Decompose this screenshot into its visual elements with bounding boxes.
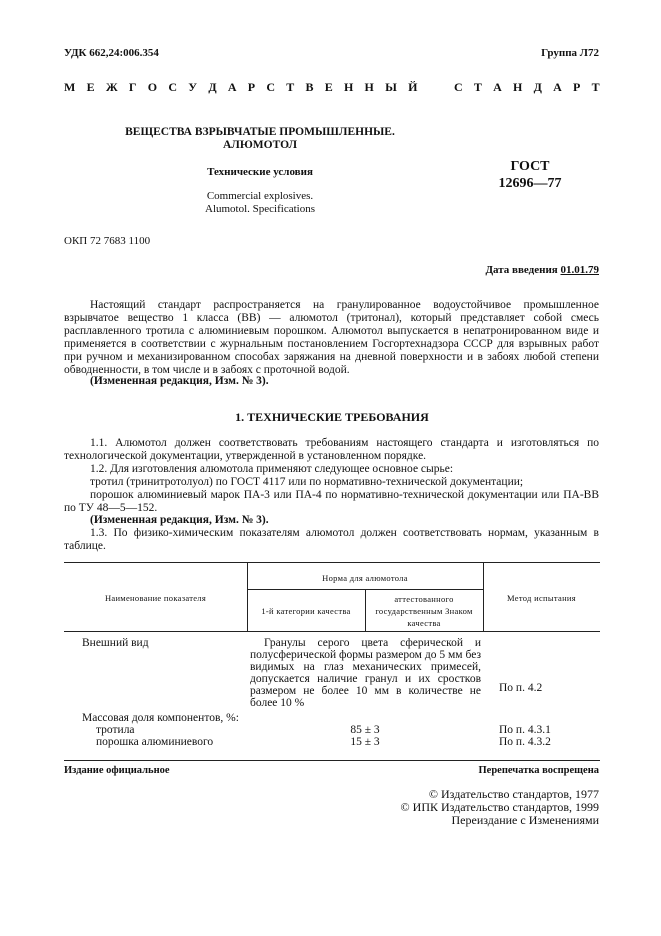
official-edition: Издание официальное — [64, 765, 170, 776]
document-title — [90, 126, 430, 152]
intro-date-label: Дата введения — [485, 264, 558, 276]
udk-code: УДК 662,24:006.354 — [64, 47, 159, 59]
raw-material-2: порошок алюминиевый марок ПА-3 или ПА-4 по нормативно-технической документации или ПА-ВВ по ТУ 48—5—152. — [64, 489, 599, 514]
header-method: Метод испытания — [507, 593, 576, 603]
banner-letter: Т — [473, 80, 482, 94]
raw-material-1: тротил (тринитротолуол) по ГОСТ 4117 или по нормативно-технической документации; — [90, 476, 524, 488]
row-aluminium-value: 15 ± 3 — [350, 736, 380, 748]
title-line-2: АЛЮМОТОЛ — [222, 139, 298, 151]
banner-letter: Т — [591, 80, 600, 94]
table-top-border — [64, 562, 600, 563]
banner-letter: В — [305, 80, 314, 94]
gost-designation — [470, 158, 590, 192]
revision-note: (Измененная редакция, Изм. № 3). — [90, 375, 269, 387]
clause-1-1: 1.1. Алюмотол должен соответствовать требованиям настоящего стандарта и изготовляться по технологической документации, утвержденной в установленном порядке. — [64, 437, 599, 462]
group-code: Группа Л72 — [541, 47, 599, 59]
banner-letter — [429, 80, 443, 94]
copyright-1999: © ИПК Издательство стандартов, 1999 — [400, 800, 599, 814]
row-appearance-method: По п. 4.2 — [499, 682, 543, 694]
banner-letter: Е — [324, 80, 333, 94]
revision-note-2: (Измененная редакция, Изм. № 3). — [90, 514, 269, 526]
row-tnt-method: По п. 4.3.1 — [499, 724, 551, 736]
standard-banner — [64, 80, 600, 94]
banner-letter: У — [188, 80, 198, 94]
reissue-note: Переиздание с Изменениями — [451, 813, 599, 827]
banner-letter: Н — [513, 80, 523, 94]
header-certified-line-1: аттестованного — [394, 594, 454, 604]
header-certified-line-2: государственным Знаком — [375, 606, 473, 616]
banner-letter: Р — [247, 80, 256, 94]
intro-date-value: 01.01.79 — [560, 264, 599, 276]
banner-letter: Ы — [385, 80, 397, 94]
banner-letter: Д — [533, 80, 542, 94]
header-indicator-name: Наименование показателя — [104, 593, 207, 603]
banner-letter: Й — [408, 80, 418, 94]
intro-date — [485, 264, 599, 276]
reprint-notice: Перепечатка воспрещена — [478, 765, 599, 776]
banner-letter: А — [553, 80, 562, 94]
banner-letter: С — [266, 80, 275, 94]
banner-letter: С — [168, 80, 178, 94]
clause-1-2: 1.2. Для изготовления алюмотола применяют следующее основное сырье: — [90, 463, 454, 475]
row-tnt-name: тротила — [96, 724, 135, 736]
title-line-1: ВЕЩЕСТВА ВЗРЫВЧАТЫЕ ПРОМЫШЛЕННЫЕ. — [125, 126, 395, 138]
row-aluminium-method: По п. 4.3.2 — [499, 736, 551, 748]
row-mass-fraction-name: Массовая доля компонентов, %: — [82, 712, 239, 724]
table-header-border — [64, 631, 600, 632]
section-heading: 1. ТЕХНИЧЕСКИЕ ТРЕБОВАНИЯ — [235, 410, 429, 424]
row-appearance-name: Внешний вид — [82, 637, 149, 649]
banner-letter: А — [227, 80, 237, 94]
table-bottom-border — [64, 760, 600, 761]
okp-code: ОКП 72 7683 1100 — [64, 235, 151, 247]
row-tnt-value: 85 ± 3 — [350, 724, 380, 736]
header-category-1: 1-й категории качества — [261, 606, 351, 616]
banner-letter: А — [493, 80, 502, 94]
gost-label: ГОСТ — [510, 159, 550, 174]
clause-1-3: 1.3. По физико-химическим показателям алюмотол должен соответствовать нормам, указанным в таблице. — [64, 527, 599, 552]
banner-letter: Е — [86, 80, 95, 94]
english-title-line-2: Alumotol. Specifications — [205, 203, 315, 215]
english-title-line-1: Commercial explosives. — [206, 190, 314, 202]
header-certified — [365, 593, 483, 629]
banner-letter: Ж — [105, 80, 118, 94]
banner-letter: О — [147, 80, 158, 94]
banner-letter: М — [64, 80, 76, 94]
banner-letter: Н — [343, 80, 354, 94]
header-norm: Норма для алюмотола — [322, 573, 408, 583]
document-subtitle: Технические условия — [207, 166, 313, 178]
banner-letter: Г — [128, 80, 137, 94]
intro-paragraph: Настоящий стандарт распространяется на гранулированное водоустойчивое промышленное взрывчатое вещество 1 класса (ВВ) — алюмотол (тритонал), который представляет собой смесь расплавленного тротила с алюминиевым порошком. Алюмотол выпускается в непатронированном виде и применяется в соответствии с журнальным постановлением Госгортехнадзора СССР для взрывных работ при ручном и механизированном способах заряжания на дневной поверхности и в забоях любой степени обводненности, в том числе и в забоях с проточной водой. — [64, 299, 599, 376]
copyright-block — [401, 788, 599, 827]
row-aluminium-name: порошка алюминиевого — [96, 736, 214, 748]
banner-letter: С — [453, 80, 463, 94]
banner-letter: Т — [286, 80, 295, 94]
header-certified-line-3: качества — [407, 618, 441, 628]
banner-letter: Р — [573, 80, 581, 94]
gost-number: 12696—77 — [498, 176, 562, 191]
copyright-1977: © Издательство стандартов, 1977 — [428, 787, 599, 801]
english-title — [90, 190, 430, 216]
row-appearance-value: Гранулы серого цвета сферической и полусферической формы размером до 5 мм без видимых на глаз механических примесей, допускается наличие гранул и их сростков размером не более 10 мм в количестве не более 10 % — [250, 637, 481, 709]
banner-letter: Н — [364, 80, 374, 94]
banner-letter: Д — [208, 80, 217, 94]
